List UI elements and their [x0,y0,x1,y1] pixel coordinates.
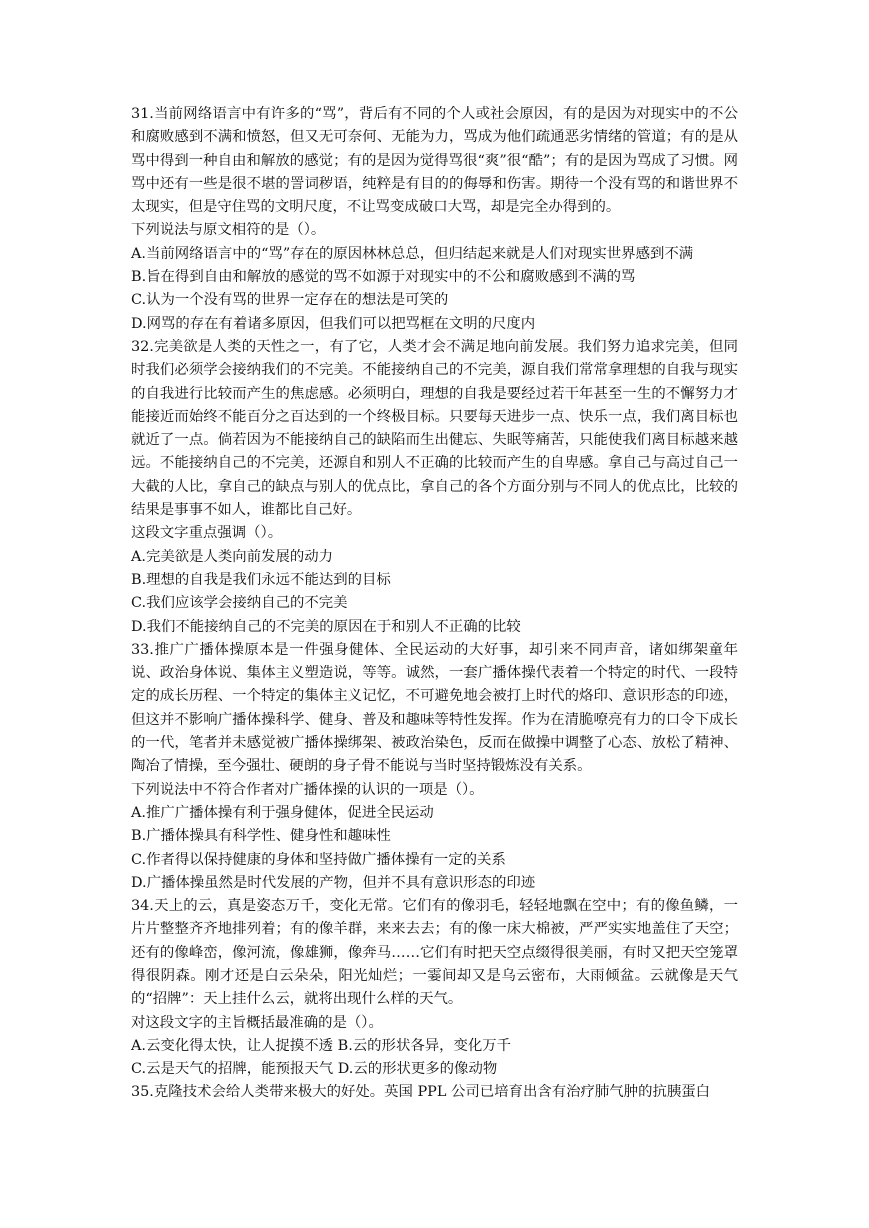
question-34-options-ab: A.云变化得太快，让人捉摸不透 B.云的形状各异，变化万千 [131,1037,512,1054]
question-32-option-c: C.我们应该学会接纳自己的不完美 [131,595,348,612]
question-31-option-a: A.当前网络语言中的“骂”存在的原因林林总总，但归结起来就是人们对现实世界感到不满 [131,245,694,262]
question-32-option-a: A.完美欲是人类向前发展的动力 [131,548,334,565]
question-33-passage: 33.推广广播体操原本是一件强身健体、全民运动的大好事，却引来不同声音，诸如绑架童年说、政治身体说、集体主义塑造说，等等。诚然，一套广播体操代表着一个特定的时代、一段特定的成长历程、一个特定的集体主义记忆，不可避免地会被打上时代的烙印、意识形态的印迹，但这并不影响广播体操科学、健身、普及和趣味等特性发挥。作为在清脆嘹亮有力的口令下成长的一代，笔者并未感觉被广播体操绑架、被政治染色，反而在做操中调整了心态、放松了精神、陶冶了情操，至今强壮、硬朗的身子骨不能说与当时坚持锻炼没有关系。 [131,641,738,775]
question-34-options-cd: C.云是天气的招牌，能预报天气 D.云的形状更多的像动物 [131,1061,498,1078]
question-31-option-c: C.认为一个没有骂的世界一定存在的想法是可笑的 [131,292,449,309]
question-33-option-c: C.作者得以保持健康的身体和坚持做广播体操有一定的关系 [131,851,506,868]
question-31-option-b: B.旨在得到自由和解放的感觉的骂不如源于对现实中的不公和腐败感到不满的骂 [131,269,636,286]
question-34-prompt: 对这段文字的主旨概括最准确的是（）。 [131,1014,383,1031]
question-32-prompt: 这段文字重点强调（）。 [131,525,283,542]
question-34-passage: 34.天上的云，真是姿态万千，变化无常。它们有的像羽毛，轻轻地飘在空中；有的像鱼鳞，一片片整整齐齐地排列着；有的像羊群，来来去去；有的像一床大棉被，严严实实地盖住了天空；还有的像峰峦，像河流，像雄狮，像奔马……它们有时把天空点缀得很美丽，有时又把天空笼罩得很阴森。刚才还是白云朵朵，阳光灿烂；一霎间却又是乌云密布，大雨倾盆。云就像是天气的“招牌”：天上挂什么云，就将出现什么样的天气。 [131,898,738,1008]
question-32-option-d: D.我们不能接纳自己的不完美的原因在于和别人不正确的比较 [131,618,521,635]
question-31-prompt: 下列说法与原文相符的是（）。 [131,222,326,239]
question-33-option-a: A.推广广播体操有利于强身健体，促进全民运动 [131,804,434,821]
question-32-option-b: B.理想的自我是我们永远不能达到的目标 [131,571,391,588]
question-31-option-d: D.网骂的存在有着诸多原因，但我们可以把骂框在文明的尺度内 [131,315,536,332]
question-35-passage: 35.克隆技术会给人类带来极大的好处。英国 PPL 公司已培育出含有治疗肺气肿的抗胰蛋白 [131,1084,711,1101]
question-33-prompt: 下列说法中不符合作者对广播体操的认识的一项是（）。 [131,781,484,798]
question-31-passage: 31.当前网络语言中有许多的“骂”，背后有不同的个人或社会原因，有的是因为对现实中的不公和腐败感到不满和愤怒，但又无可奈何、无能为力，骂成为他们疏通恶劣情绪的管道；有的是从骂中得到一种自由和解放的感觉；有的是因为觉得骂很“爽”很“酷”；有的是因为骂成了习惯。网骂中还有一些是很不堪的詈词秽语，纯粹是有目的的侮辱和伤害。期待一个没有骂的和谐世界不太现实，但是守住骂的文明尺度，不让骂变成破口大骂，却是完全办得到的。 [131,106,738,216]
document-page [131,103,738,1105]
question-33-option-d: D.广播体操虽然是时代发展的产物，但并不具有意识形态的印迹 [131,874,536,891]
question-33-option-b: B.广播体操具有科学性、健身性和趣味性 [131,828,391,845]
question-32-passage: 32.完美欲是人类的天性之一，有了它，人类才会不满足地向前发展。我们努力追求完美，但同时我们必须学会接纳我们的不完美。不能接纳自己的不完美，源自我们常常拿理想的自我与现实的自我进行比较而产生的焦虑感。必须明白，理想的自我是要经过若干年甚至一生的不懈努力才能接近而始终不能百分之百达到的一个终极目标。只要每天进步一点、快乐一点，我们离目标也就近了一点。倘若因为不能接纳自己的缺陷而生出健忘、失眠等痛苦，只能使我们离目标越来越远。不能接纳自己的不完美，还源自和别人不正确的比较而产生的自卑感。拿自己与高过自己一大截的人比，拿自己的缺点与别人的优点比，拿自己的各个方面分别与不同人的优点比，比较的结果是事事不如人，谁都比自己好。 [131,338,738,519]
